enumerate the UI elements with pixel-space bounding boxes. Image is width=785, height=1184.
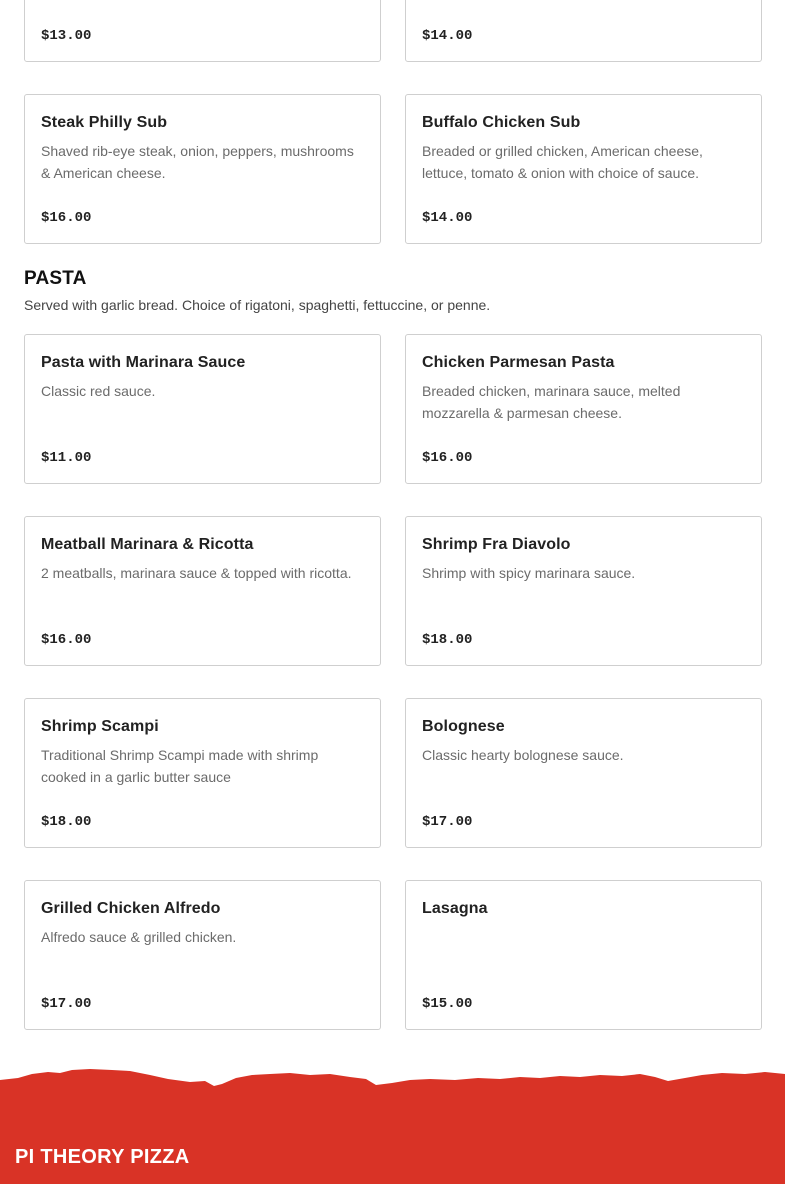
item-name: Shrimp Scampi — [41, 718, 159, 735]
menu-item-card[interactable] — [405, 880, 762, 1030]
menu-item-card[interactable] — [405, 698, 762, 848]
item-price: $13.00 — [41, 28, 92, 44]
item-description: Breaded or grilled chicken, American cheese, lettuce, tomato & onion with choice of sauce. — [422, 143, 703, 181]
menu-item-card[interactable] — [405, 94, 762, 244]
item-name: Grilled Chicken Alfredo — [41, 900, 221, 917]
menu-item-card[interactable] — [24, 880, 381, 1030]
item-name: Pasta with Marinara Sauce — [41, 354, 246, 371]
item-price: $15.00 — [422, 996, 473, 1012]
item-description: Traditional Shrimp Scampi made with shrimp cooked in a garlic butter sauce — [41, 747, 319, 785]
item-price: $17.00 — [41, 996, 92, 1012]
item-price: $18.00 — [41, 814, 92, 830]
item-name: Bolognese — [422, 718, 505, 735]
item-name: Buffalo Chicken Sub — [422, 114, 581, 131]
item-price: $14.00 — [422, 210, 473, 226]
menu-item-card[interactable] — [405, 0, 762, 62]
menu-item-card[interactable] — [405, 334, 762, 484]
item-name: Lasagna — [422, 900, 488, 917]
section-title-pasta: PASTA — [24, 268, 87, 289]
item-price: $18.00 — [422, 632, 473, 648]
menu-item-card[interactable] — [405, 516, 762, 666]
item-price: $17.00 — [422, 814, 473, 830]
item-description: Alfredo sauce & grilled chicken. — [41, 929, 237, 945]
item-price: $16.00 — [41, 632, 92, 648]
item-name: Chicken Parmesan Pasta — [422, 354, 615, 371]
item-price: $16.00 — [422, 450, 473, 466]
item-description: Shaved rib-eye steak, onion, peppers, mushrooms & American cheese. — [41, 143, 354, 181]
item-price: $14.00 — [422, 28, 473, 44]
item-price: $16.00 — [41, 210, 92, 226]
item-name: Shrimp Fra Diavolo — [422, 536, 571, 553]
site-footer — [0, 1060, 785, 1184]
footer-brand-name[interactable]: PI THEORY PIZZA — [15, 1146, 190, 1168]
menu-item-card[interactable] — [24, 0, 381, 62]
item-description: 2 meatballs, marinara sauce & topped with ricotta. — [41, 565, 352, 581]
menu-item-card[interactable] — [24, 698, 381, 848]
item-description: Classic hearty bolognese sauce. — [422, 747, 624, 763]
item-name: Meatball Marinara & Ricotta — [41, 536, 254, 553]
menu-item-card[interactable] — [24, 334, 381, 484]
item-price: $11.00 — [41, 450, 92, 466]
menu-item-card[interactable] — [24, 516, 381, 666]
item-name: Steak Philly Sub — [41, 114, 168, 131]
menu-item-card[interactable] — [24, 94, 381, 244]
item-description: Shrimp with spicy marinara sauce. — [422, 565, 636, 581]
section-subtitle-pasta: Served with garlic bread. Choice of rigatoni, spaghetti, fettuccine, or penne. — [24, 297, 491, 313]
item-description: Classic red sauce. — [41, 383, 156, 399]
item-description: Breaded chicken, marinara sauce, melted mozzarella & parmesan cheese. — [422, 383, 681, 421]
